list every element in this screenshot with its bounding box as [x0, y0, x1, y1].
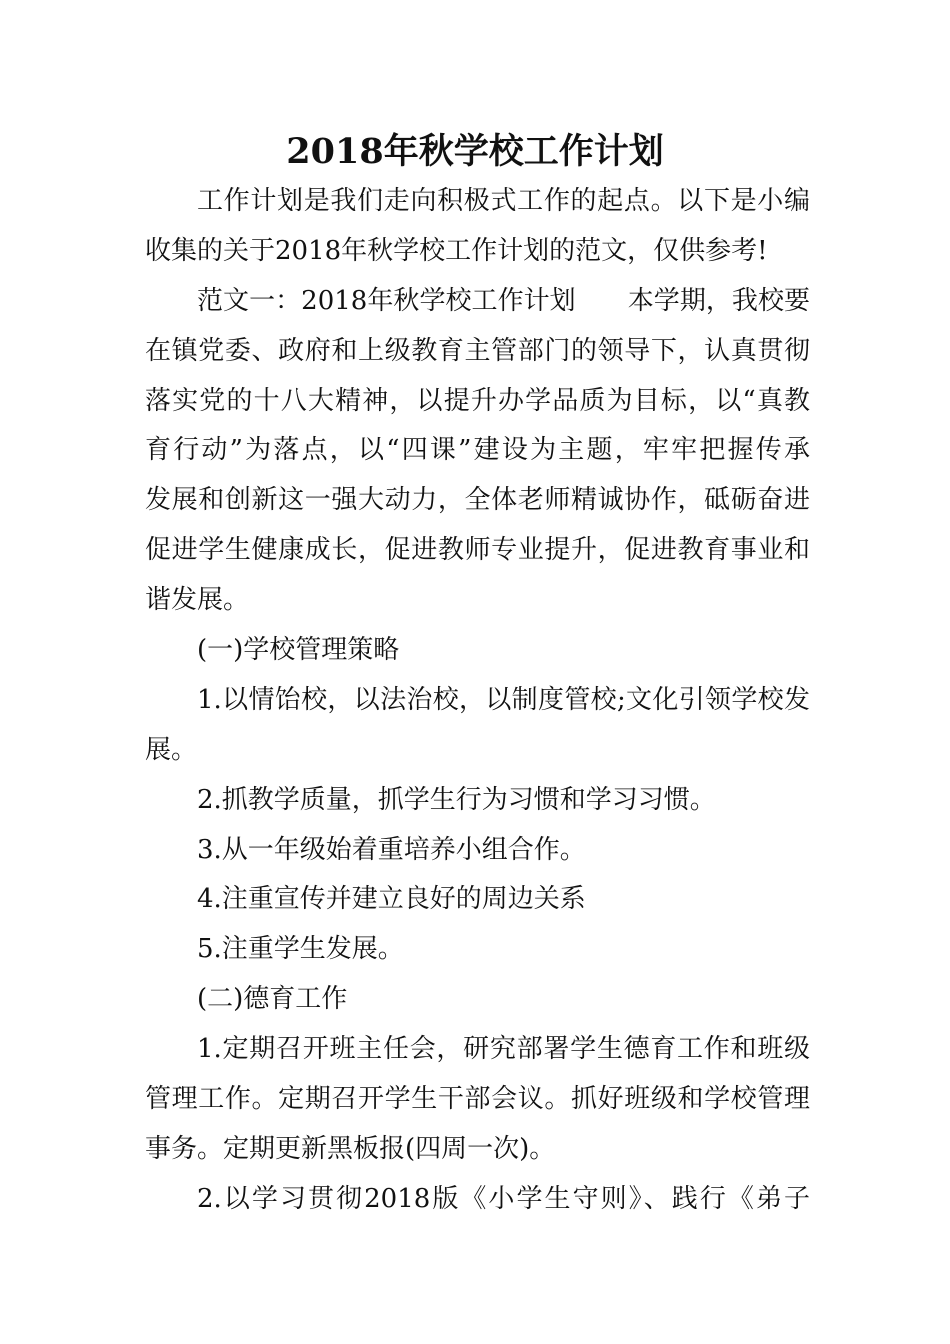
list-item-line: 展。 [145, 735, 198, 765]
paragraph-line: 促进学生健康成长，促进教师专业提升，促进教育事业和 [145, 535, 810, 565]
paragraph-line: 工作计划是我们走向积极式工作的起点。以下是小编 [197, 186, 810, 216]
list-item-line: 管理工作。定期召开学生干部会议。抓好班级和学校管理 [145, 1084, 810, 1114]
section-heading: (一)学校管理策略 [197, 635, 400, 665]
document-title: 2018年秋学校工作计划 [286, 131, 664, 172]
list-item-line: 1.定期召开班主任会，研究部署学生德育工作和班级 [197, 1034, 810, 1064]
paragraph-line: 在镇党委、政府和上级教育主管部门的领导下，认真贯彻 [145, 336, 810, 366]
paragraph-line: 范文一：2018年秋学校工作计划 本学期，我校要 [197, 286, 810, 316]
paragraph-line: 谐发展。 [145, 585, 250, 615]
paragraph-line: 发展和创新这一强大动力，全体老师精诚协作，砥砺奋进 [145, 485, 810, 515]
list-item-line: 2.以学习贯彻2018版《小学生守则》、践行《弟子 [197, 1184, 810, 1214]
paragraph-line: 落实党的十八大精神，以提升办学品质为目标，以“真教 [145, 386, 810, 416]
section-heading: (二)德育工作 [197, 984, 348, 1014]
paragraph-line: 收集的关于2018年秋学校工作计划的范文，仅供参考! [145, 236, 768, 266]
list-item-line: 3.从一年级始着重培养小组合作。 [197, 835, 586, 865]
list-item-line: 4.注重宣传并建立良好的周边关系 [197, 884, 586, 914]
list-item-line: 5.注重学生发展。 [197, 934, 404, 964]
list-item-line: 1.以情饴校，以法治校，以制度管校;文化引领学校发 [197, 685, 810, 715]
list-item-line: 2.抓教学质量，抓学生行为习惯和学习习惯。 [197, 785, 716, 815]
list-item-line: 事务。定期更新黑板报(四周一次)。 [145, 1134, 556, 1164]
paragraph-line: 育行动”为落点，以“四课”建设为主题，牢牢把握传承 [145, 435, 810, 465]
